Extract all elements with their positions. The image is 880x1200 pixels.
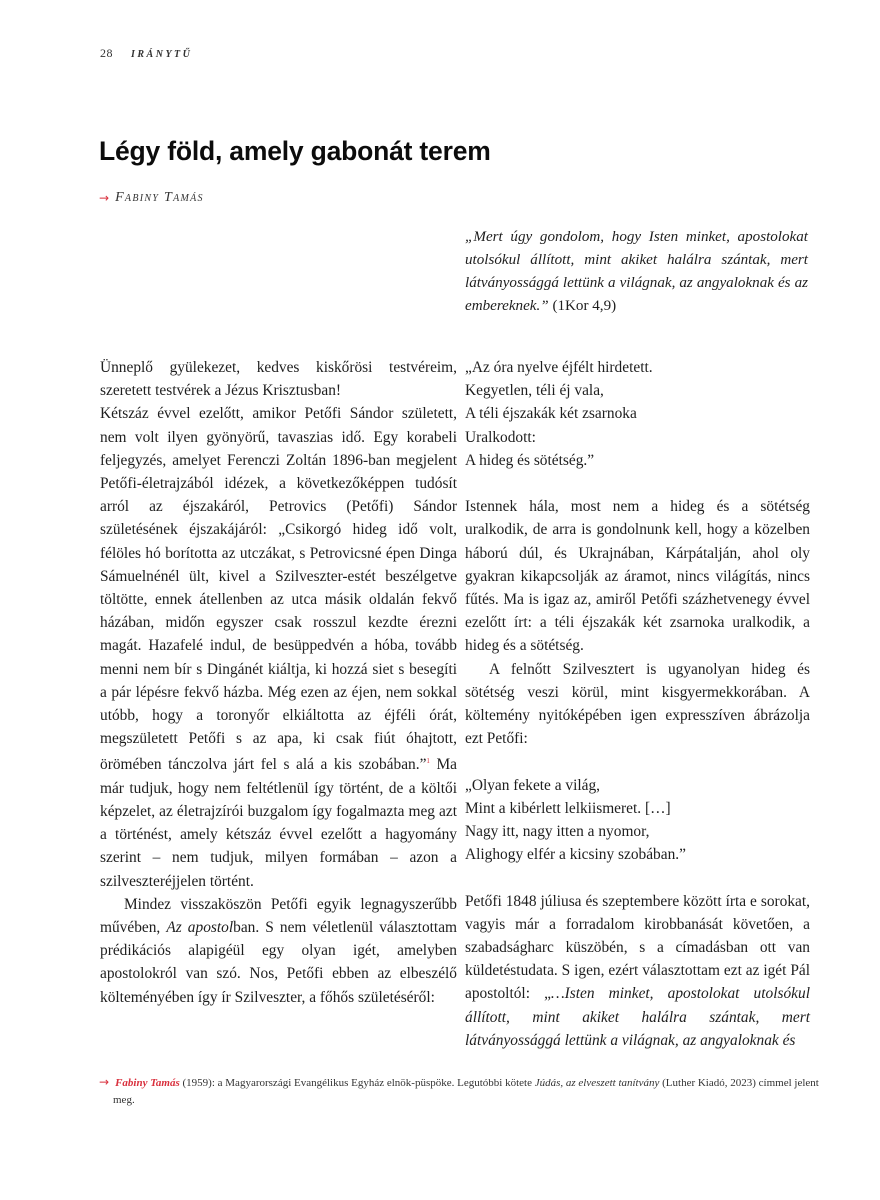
article-title: Légy föld, amely gabonát terem: [99, 136, 491, 166]
footnote-text: (1959): a Magyarországi Evangélikus Egyház elnök-püspöke. Legutóbbi kötete: [179, 1077, 535, 1089]
paragraph-greeting: Ünneplő gyülekezet, kedves kiskőrösi testvéreim, szeretett testvérek a Jézus Krisztusban!: [100, 359, 457, 400]
author-name: Fabiny Tamás: [115, 190, 204, 205]
arrow-right-icon: →: [99, 191, 110, 205]
paragraph-1848: [465, 890, 810, 1052]
paragraph-adult-szilveszter: A felnőtt Szilvesztert is ugyanolyan hideg és sötétség veszi körül, mint kisgyermekkorában. A költemény nyitóképében igen expresszíven ábrázolja ezt Petőfi:: [465, 660, 810, 748]
paragraph-war: Istennek hála, most nem a hideg és a sötétség uralkodik, de arra is gondolnunk kell, hogy a közelben háború dúl, és Ukrajnában, Kárpátalján, ahol oly gyakran kikapcsolják az áramot, nincs világítás, nincs fűtés. Ma is igaz az, amiről Petőfi százhetvenegy évvel ezelőtt írt: a téli éjszakák két zsarnoka uralkodik, a hideg és a sötétség.: [465, 498, 810, 655]
paragraph-apostle: [100, 893, 457, 1009]
page-number: 28: [100, 46, 113, 60]
epigraph: [465, 226, 808, 318]
poem-line: Kegyetlen, téli éj vala,: [465, 382, 604, 400]
footnote: [99, 1074, 819, 1109]
footnote-text-end: (Luther Kiadó, 2023) címmel jelent meg.: [113, 1077, 819, 1106]
paragraph-text-cont: Ma már tudjuk, hogy nem feltétlenül így történt, de a költői képzelet, az életrajzírói buzgalom így fogalmazta meg azt a történést, amely kétszáz évvel ezelőtt a hagyomány szerint – nem tudjuk, milyen formában – azon a szilveszteréjjelen történt.: [100, 756, 457, 890]
poem-line: Uralkodott:: [465, 428, 536, 446]
paragraph-birth-account: [100, 402, 457, 892]
poem-excerpt-2: [465, 774, 810, 867]
poem-line: Alighogy elfér a kicsiny szobában.”: [465, 846, 686, 864]
footnote-marker[interactable]: 1: [426, 757, 430, 766]
footnote-body: [99, 1074, 819, 1109]
left-column: [100, 356, 457, 1009]
bible-quote: …Isten minket, apostolokat utolsókul állított, mint akiket halálra szántak, mert látványossággá lettünk a világnak, az angyaloknak és: [465, 985, 810, 1049]
work-title: Az apostol: [166, 919, 234, 936]
right-column: [465, 356, 810, 1052]
poem-line: „Az óra nyelve éjfélt hirdetett.: [465, 359, 653, 376]
footnote-author: Fabiny Tamás: [115, 1077, 180, 1089]
poem-line: „Olyan fekete a világ,: [465, 776, 601, 794]
paragraph-text: Petőfi 1848 júliusa és szeptembere között írta e sorokat, vagyis már a forradalom kirobbanását követően, a szabadságharc küszöbén, s a címadásban ott van küldetéstudata. S igen, ezért választottam ezt az igét Pál apostoltól: „: [465, 892, 810, 1003]
epigraph-quote: „Mert úgy gondolom, hogy Isten minket, apostolokat utolsókul állított, mint akiket halálra szántak, mert látványossággá lettünk a világnak, az angyaloknak és az embereknek.”: [465, 229, 808, 314]
paragraph-text: Mindez visszaköszön Petőfi egyik legnagyszerűbb művében,: [100, 895, 457, 936]
byline: [99, 190, 204, 206]
poem-excerpt-1: [465, 356, 810, 472]
poem-line: Mint a kibérlett lelkiismeret. […]: [465, 799, 671, 817]
magazine-name: IRÁNYTŰ: [131, 49, 193, 60]
paragraph-text: Kétszáz évvel ezelőtt, amikor Petőfi Sándor született, nem volt ilyen gyönyörű, tavaszias idő. Egy korabeli feljegyzés, amelyet Ferenczi Zoltán 1896-ban megjelent Petőfi-életrajzából idézek, a következőképpen tudósít arról az éjszakáról, Petrovics (Petőfi) Sándor születésének éjszakájáról: „Csikorgó hideg idő volt, félöles hó borította az utczákat, s Petrovicsné épen Dinga Sámuelnénél ült, kivel a Szilveszter-estét beszélgetve töltötte, ennek átellenben az utca másik oldalán fekvő házában, midőn egyszer csak rosszul kezdte érezni magát. Hazafelé indul, de besüppedvén a hóba, tovább menni nem bír s Dingánét kiáltja, ki hozzá siet s besegíti a pár lépésre fekvő házba. Még ezen az éjen, nem sokkal utóbb, hogy a toronyőr elkiáltotta az éjféli órát, megszületett Petőfi s az apa, ki csak fiút óhajtott, örömében tánczolva járt fel s alá a kis szobában.”: [100, 405, 457, 774]
poem-line: A hideg és sötétség.”: [465, 451, 595, 469]
poem-line: Nagy itt, nagy itten a nyomor,: [465, 823, 650, 841]
arrow-right-icon: →: [99, 1075, 110, 1089]
footnote-book-title: Júdás, az elveszett tanítvány: [534, 1077, 660, 1089]
poem-line: A téli éjszakák két zsarnoka: [465, 405, 637, 423]
running-head: [100, 46, 192, 61]
paragraph-text-end: ban. S nem véletlenül választottam prédikációs alapigéül egy olyan igét, amelyben apostolokról van szó. Nos, Petőfi ebben az elbeszélő költeményében így ír Szilveszter, a főhős születéséről:: [100, 919, 458, 1006]
epigraph-reference: (1Kor 4,9): [548, 298, 617, 314]
